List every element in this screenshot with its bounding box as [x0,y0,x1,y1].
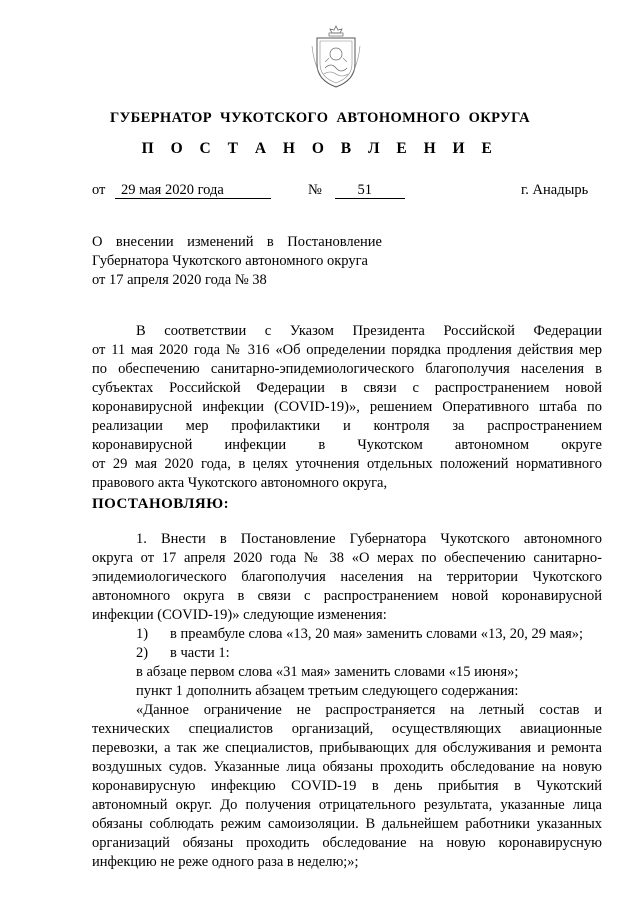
chukotka-coat-of-arms-icon [311,24,361,90]
quote-line: воздушных судов. Указанные лица обязаны проходить обследование на новую [92,759,602,775]
preamble-line: реализации мер профилактики и контроля за распространением [92,418,602,434]
item-1-line: автономного округа в связи с распространением новой коронавирусной [92,588,602,604]
quote-line: технических специалистов организаций, осуществляющих авиационные [92,721,602,737]
preamble-paragraph [92,322,602,493]
preamble-line: В соответствии с Указом Президента Российской Федерации [136,323,602,339]
preamble-line: субъектах Российской Федерации в связи с распространением новой [92,380,602,396]
preamble-line: правового акта Чукотского автономного округа, [92,475,388,491]
document-date: 29 мая 2020 года [115,182,271,199]
document-number: 51 [335,182,405,199]
item-1-line: эпидемиологического благополучия населения на территории Чукотского [92,569,602,585]
document-subject [92,233,382,290]
preamble-line: коронавирусной инфекции (COVID-19)», решением Оперативного штаба по [92,399,602,415]
item-1-line: инфекции (COVID-19)» следующие изменения: [92,607,387,623]
quote-line: перевозки, а так же специалистов, прибывающих для обслуживания и ремонта [92,740,602,756]
subitem-number: 2) [136,645,149,661]
quote-line: коронавирусную инфекцию COVID-19 в день прибытия в Чукотский [92,778,602,794]
quote-line: инфекцию не реже одного раза в неделю;»; [92,854,359,870]
decree-heading: ПОСТАНОВЛЯЮ: [92,496,230,512]
quote-line: автономный округ. До получения отрицательного результата, указанные лица [92,797,602,813]
amendment-line: в абзаце первом слова «31 мая» заменить словами «15 июня»; [136,664,519,680]
governor-title: ГУБЕРНАТОР ЧУКОТСКОГО АВТОНОМНОГО ОКРУГА [109,110,531,126]
subitem-text: в части 1: [170,645,230,661]
subject-line: от 17 апреля 2020 года № 38 [92,272,267,288]
subject-line: Губернатора Чукотского автономного округа [92,253,368,269]
preamble-line: коронавирусной инфекции в Чукотском автономном округе [92,437,602,453]
item-1-line: 1. Внести в Постановление Губернатора Чукотского автономного [136,531,602,547]
item-1-line: округа от 17 апреля 2020 года № 38 «О мерах по обеспечению санитарно- [92,550,602,566]
number-label: № [308,182,322,198]
subitem-2 [92,644,602,663]
preamble-line: по обеспечению санитарно-эпидемиологического благополучия населения в [92,361,602,377]
number-field [308,182,405,199]
date-field [92,182,271,199]
document-city: г. Анадырь [521,182,589,198]
document-type: П О С Т А Н О В Л Е Н И Е [141,140,499,157]
item-1-paragraph [92,530,602,872]
subitem-number: 1) [136,626,149,642]
subitem-text: в преамбуле слова «13, 20 мая» заменить словами «13, 20, 29 мая»; [170,626,584,642]
quote-line: организаций обязаны проходить обследование на новую коронавирусную [92,835,602,851]
amendment-line: пункт 1 дополнить абзацем третьим следующего содержания: [136,683,519,699]
from-label: от [92,182,106,198]
preamble-line: от 11 мая 2020 года № 316 «Об определении порядка продления действия мер [92,342,602,358]
subitem-1 [92,625,602,644]
preamble-line: от 29 мая 2020 года, в целях уточнения отдельных положений нормативного [92,456,602,472]
subject-line: О внесении изменений в Постановление [92,234,382,250]
quote-line: «Данное ограничение не распространяется на летный состав и [136,702,602,718]
quote-line: обязаны соблюдать режим самоизоляции. В дальнейшем работники указанных [92,816,602,832]
